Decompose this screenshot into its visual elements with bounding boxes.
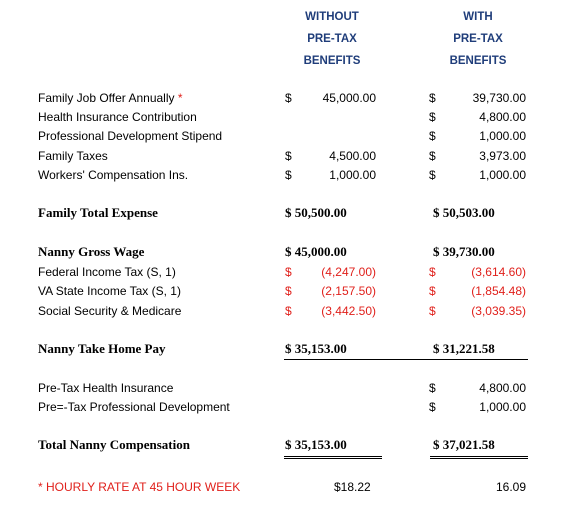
- row-label: Family Job Offer Annually *: [38, 91, 183, 105]
- dollar-sign: $: [285, 149, 292, 163]
- amount-with: 4,800.00: [479, 381, 526, 395]
- dollar-sign: $: [429, 168, 436, 182]
- total-with: $ 50,503.00: [433, 205, 495, 220]
- header-without-line2: PRE-TAX: [307, 33, 357, 45]
- amount-with: (1,854.48): [471, 284, 526, 298]
- row-label: Pre=-Tax Professional Development: [38, 400, 230, 414]
- header-with-line3: BENEFITS: [449, 55, 507, 67]
- total-without: $ 35,153.00: [285, 341, 347, 356]
- amount-with: (3,039.35): [471, 304, 526, 318]
- hourly-rate-note: * HOURLY RATE AT 45 HOUR WEEK: [38, 480, 241, 494]
- double-underline-rule: [430, 456, 528, 457]
- double-underline-rule: [284, 458, 382, 459]
- row-label-total: Nanny Take Home Pay: [38, 341, 166, 356]
- row-label: Social Security & Medicare: [38, 304, 182, 318]
- amount-with: 39,730.00: [472, 91, 526, 105]
- row-label: Health Insurance Contribution: [38, 110, 197, 124]
- amount-with: 3,973.00: [479, 149, 526, 163]
- amount-without: (3,442.50): [321, 304, 376, 318]
- dollar-sign: $: [429, 381, 436, 395]
- row-label: Federal Income Tax (S, 1): [38, 265, 176, 279]
- row-label: Pre-Tax Health Insurance: [38, 381, 174, 395]
- amount-with: 1,000.00: [479, 400, 526, 414]
- row-label: Professional Development Stipend: [38, 129, 223, 143]
- header-without-line3: BENEFITS: [303, 55, 361, 67]
- total-without: $ 50,500.00: [285, 205, 347, 220]
- dollar-sign: $: [429, 129, 436, 143]
- double-underline-rule: [430, 458, 528, 459]
- total-with: $ 39,730.00: [433, 244, 495, 259]
- total-with: $ 37,021.58: [433, 437, 495, 452]
- row-label: Workers' Compensation Ins.: [38, 168, 189, 182]
- dollar-sign: $: [285, 168, 292, 182]
- amount-with: 4,800.00: [479, 110, 526, 124]
- row-label: Family Taxes: [38, 149, 108, 163]
- header-without-line1: WITHOUT: [305, 11, 359, 23]
- amount-without: 1,000.00: [329, 168, 376, 182]
- dollar-sign: $: [429, 265, 436, 279]
- asterisk-mark: *: [177, 91, 183, 105]
- dollar-sign: $: [285, 91, 292, 105]
- hourly-rate-with: 16.09: [495, 480, 526, 494]
- dollar-sign: $: [285, 304, 292, 318]
- amount-with: (3,614.60): [471, 265, 526, 279]
- total-without: $ 45,000.00: [285, 244, 347, 259]
- amount-without: 4,500.00: [329, 149, 376, 163]
- dollar-sign: $: [429, 400, 436, 414]
- amount-without: 45,000.00: [322, 91, 376, 105]
- dollar-sign: $: [285, 284, 292, 298]
- double-underline-rule: [284, 456, 382, 457]
- dollar-sign: $: [429, 149, 436, 163]
- dollar-sign: $: [429, 91, 436, 105]
- header-with-line1: WITH: [463, 11, 493, 23]
- amount-with: 1,000.00: [479, 129, 526, 143]
- amount-with: 1,000.00: [479, 168, 526, 182]
- row-label-total: Nanny Gross Wage: [38, 244, 145, 259]
- row-label-total: Total Nanny Compensation: [38, 437, 190, 452]
- dollar-sign: $: [429, 110, 436, 124]
- dollar-sign: $: [429, 304, 436, 318]
- row-label: VA State Income Tax (S, 1): [38, 284, 181, 298]
- row-label-total: Family Total Expense: [38, 205, 158, 220]
- amount-without: (4,247.00): [321, 265, 376, 279]
- dollar-sign: $: [285, 265, 292, 279]
- dollar-sign: $: [429, 284, 436, 298]
- amount-without: (2,157.50): [321, 284, 376, 298]
- hourly-rate-without: $18.22: [334, 480, 371, 494]
- total-without: $ 35,153.00: [285, 437, 347, 452]
- total-with: $ 31,221.58: [433, 341, 495, 356]
- header-with-line2: PRE-TAX: [453, 33, 503, 45]
- underline-rule: [284, 359, 528, 360]
